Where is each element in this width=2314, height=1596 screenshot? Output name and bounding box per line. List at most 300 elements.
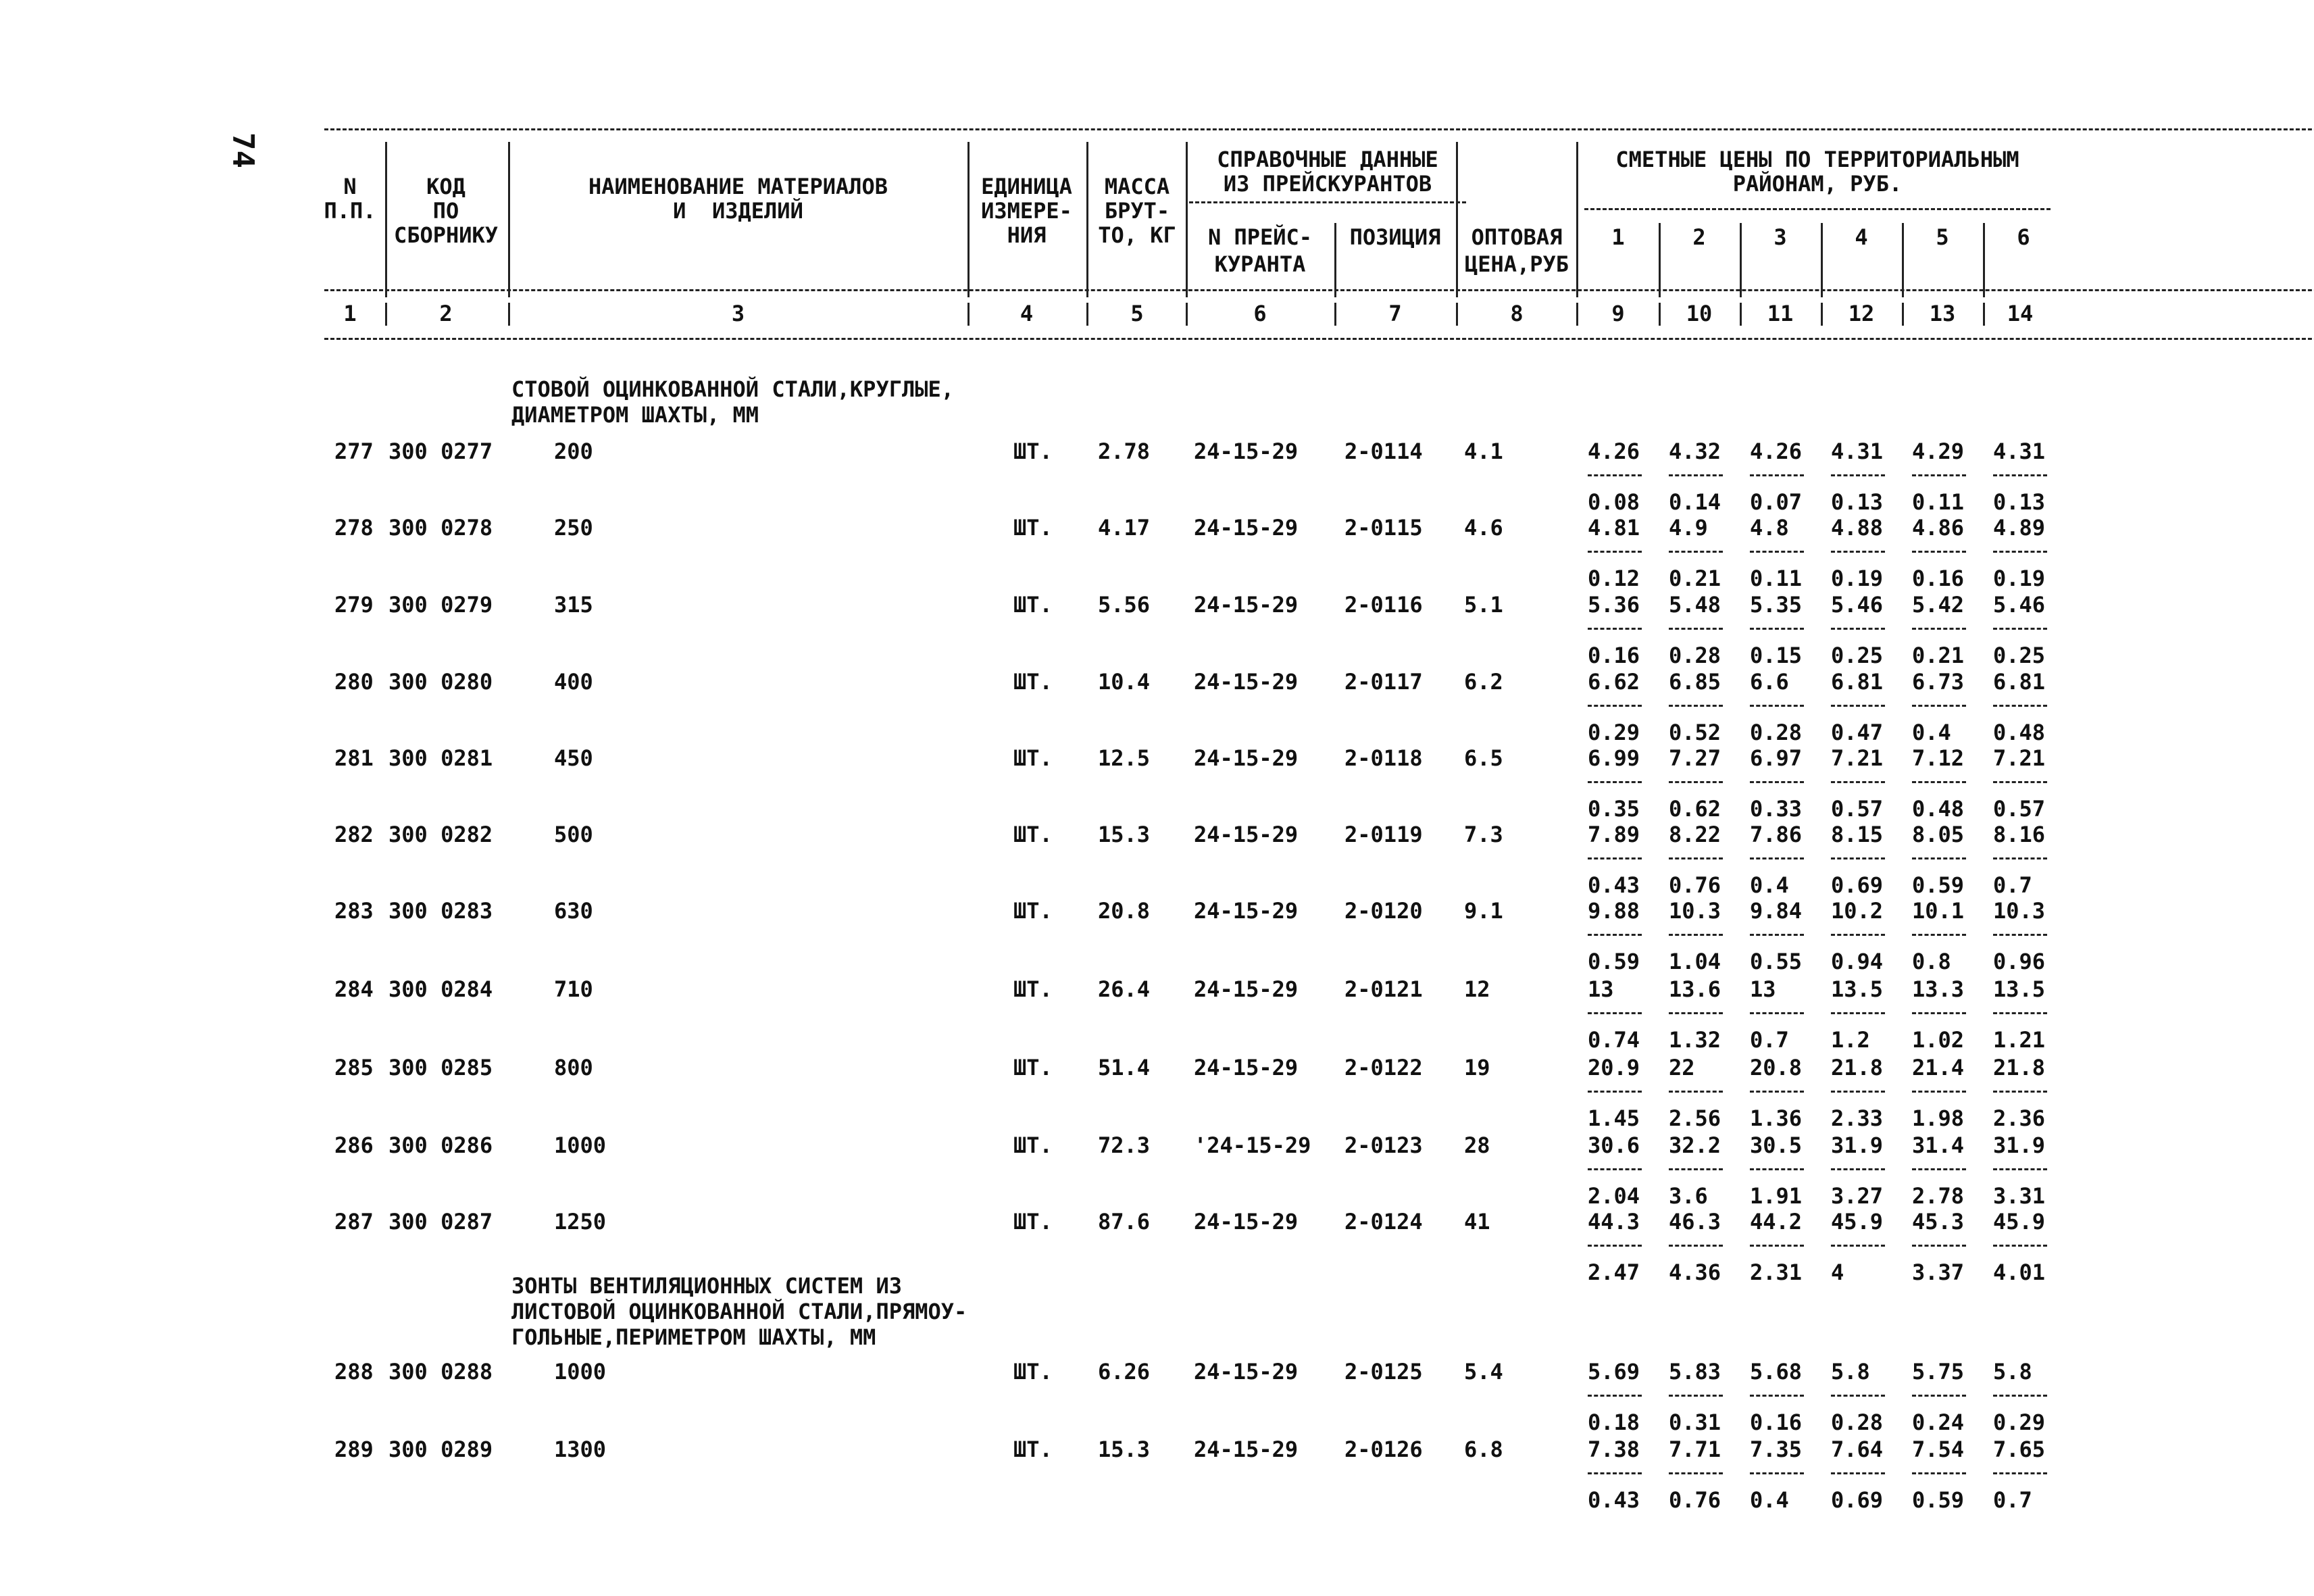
row-district-price: 5.8 [1993, 1359, 2032, 1385]
row-mass: 5.56 [1098, 592, 1151, 618]
row-name: 800 [554, 1055, 593, 1080]
row-position: 2-0121 [1344, 976, 1423, 1002]
row-district-price: 7.21 [1993, 745, 2046, 771]
row-district-price: 5.8 [1831, 1359, 1870, 1385]
price-fraction-line [1831, 1245, 1885, 1247]
row-number: 287 [334, 1209, 374, 1235]
header-col2-line: ПО [432, 198, 459, 224]
price-fraction-line [1588, 628, 1642, 630]
row-district-subprice: 0.55 [1750, 949, 1803, 974]
row-district-price: 7.64 [1831, 1437, 1884, 1462]
column-number-divider [1334, 303, 1336, 326]
row-district-price: 5.35 [1750, 592, 1803, 618]
column-number: 2 [439, 301, 453, 326]
row-district-subprice: 0.4 [1750, 872, 1789, 898]
row-district-price: 13.5 [1831, 976, 1884, 1002]
price-fraction-line [1750, 1245, 1804, 1247]
column-number: 10 [1686, 301, 1713, 326]
header-col6-line: КУРАНТА [1214, 251, 1306, 277]
row-district-subprice: 0.29 [1993, 1410, 2046, 1435]
header-divider [1740, 223, 1742, 297]
column-number: 11 [1767, 301, 1794, 326]
price-fraction-line [1669, 1472, 1723, 1474]
price-fraction-line [1750, 1168, 1804, 1170]
column-number-divider [385, 303, 387, 326]
row-wholesale-price: 41 [1464, 1209, 1490, 1235]
row-district-subprice: 1.2 [1831, 1027, 1870, 1053]
row-district-subprice: 0.74 [1588, 1027, 1640, 1053]
row-pricelist: '24-15-29 [1194, 1132, 1311, 1158]
price-fraction-line [1750, 628, 1804, 630]
row-district-price: 31.9 [1993, 1132, 2046, 1158]
district-number: 6 [2017, 224, 2030, 250]
price-fraction-line [1912, 705, 1966, 707]
row-district-price: 4.8 [1750, 515, 1789, 541]
row-district-subprice: 0.21 [1669, 566, 1721, 591]
row-district-subprice: 0.94 [1831, 949, 1884, 974]
row-district-subprice: 1.91 [1750, 1183, 1803, 1209]
price-fraction-line [1669, 628, 1723, 630]
row-unit: ШТ. [1013, 745, 1053, 771]
row-district-subprice: 0.7 [1750, 1027, 1789, 1053]
row-district-price: 7.21 [1831, 745, 1884, 771]
row-district-price: 9.88 [1588, 898, 1640, 924]
row-district-subprice: 0.35 [1588, 796, 1640, 822]
row-wholesale-price: 7.3 [1464, 822, 1503, 847]
column-number-divider [1902, 303, 1904, 326]
row-district-price: 8.16 [1993, 822, 2046, 847]
row-name: 630 [554, 898, 593, 924]
row-district-subprice: 0.48 [1993, 720, 2046, 745]
price-fraction-line [1831, 1091, 1885, 1093]
row-district-price: 7.12 [1912, 745, 1965, 771]
row-wholesale-price: 12 [1464, 976, 1490, 1002]
row-district-price: 4.81 [1588, 515, 1640, 541]
price-fraction-line [1831, 628, 1885, 630]
row-wholesale-price: 5.1 [1464, 592, 1503, 618]
header-rule [324, 338, 2314, 340]
district-number: 2 [1692, 224, 1706, 250]
row-district-price: 30.6 [1588, 1132, 1640, 1158]
row-district-subprice: 0.76 [1669, 1487, 1721, 1513]
row-district-subprice: 3.37 [1912, 1260, 1965, 1285]
column-number-divider [1576, 303, 1578, 326]
row-district-subprice: 0.31 [1669, 1410, 1721, 1435]
row-district-price: 22 [1669, 1055, 1695, 1080]
price-fraction-line [1669, 857, 1723, 859]
row-pricelist: 24-15-29 [1194, 669, 1299, 695]
row-wholesale-price: 19 [1464, 1055, 1490, 1080]
row-code: 300 0281 [388, 745, 493, 771]
column-number-divider [1821, 303, 1823, 326]
row-district-price: 21.4 [1912, 1055, 1965, 1080]
row-wholesale-price: 4.1 [1464, 439, 1503, 464]
header-divider [1576, 142, 1578, 297]
row-district-price: 5.68 [1750, 1359, 1803, 1385]
row-wholesale-price: 28 [1464, 1132, 1490, 1158]
row-district-price: 7.38 [1588, 1437, 1640, 1462]
price-fraction-line [1912, 474, 1966, 476]
row-wholesale-price: 6.8 [1464, 1437, 1503, 1462]
row-district-price: 20.8 [1750, 1055, 1803, 1080]
row-district-subprice: 0.43 [1588, 1487, 1640, 1513]
price-fraction-line [1588, 474, 1642, 476]
district-number: 3 [1774, 224, 1787, 250]
row-district-price: 13.6 [1669, 976, 1721, 1002]
row-number: 279 [334, 592, 374, 618]
column-number: 13 [1929, 301, 1956, 326]
row-district-subprice: 0.12 [1588, 566, 1640, 591]
row-district-subprice: 2.78 [1912, 1183, 1965, 1209]
row-unit: ШТ. [1013, 976, 1053, 1002]
row-district-subprice: 0.62 [1669, 796, 1721, 822]
row-number: 289 [334, 1437, 374, 1462]
row-name: 500 [554, 822, 593, 847]
header-col6-line: N ПРЕЙС- [1207, 224, 1313, 250]
row-unit: ШТ. [1013, 1055, 1053, 1080]
header-divider [1334, 223, 1336, 297]
header-col8-line: ЦЕНА,РУБ [1464, 251, 1569, 277]
header-rule [324, 289, 2314, 291]
row-district-subprice: 0.76 [1669, 872, 1721, 898]
row-pricelist: 24-15-29 [1194, 1437, 1299, 1462]
row-wholesale-price: 9.1 [1464, 898, 1503, 924]
row-district-price: 4.86 [1912, 515, 1965, 541]
price-fraction-line [1912, 628, 1966, 630]
header-divider [967, 142, 970, 297]
price-fraction-line [1750, 705, 1804, 707]
row-district-subprice: 2.47 [1588, 1260, 1640, 1285]
row-district-price: 4.89 [1993, 515, 2046, 541]
row-position: 2-0119 [1344, 822, 1423, 847]
price-fraction-line [1831, 474, 1885, 476]
header-divider [1902, 223, 1904, 297]
column-number-divider [1456, 303, 1458, 326]
row-district-price: 5.42 [1912, 592, 1965, 618]
column-number: 14 [2007, 301, 2034, 326]
row-district-subprice: 0.43 [1588, 872, 1640, 898]
row-position: 2-0114 [1344, 439, 1423, 464]
price-fraction-line [1912, 1472, 1966, 1474]
row-district-subprice: 0.25 [1831, 643, 1884, 668]
header-col4-line: ИЗМЕРЕ- [981, 198, 1072, 224]
header-rule [324, 128, 2314, 130]
row-district-subprice: 4 [1831, 1260, 1844, 1285]
row-code: 300 0284 [388, 976, 493, 1002]
row-code: 300 0287 [388, 1209, 493, 1235]
row-district-price: 13 [1750, 976, 1776, 1002]
row-position: 2-0122 [1344, 1055, 1423, 1080]
page-number: 74 [226, 132, 260, 168]
price-fraction-line [1750, 857, 1804, 859]
price-fraction-line [1588, 1245, 1642, 1247]
row-name: 710 [554, 976, 593, 1002]
row-district-subprice: 1.32 [1669, 1027, 1721, 1053]
row-district-price: 31.4 [1912, 1132, 1965, 1158]
price-fraction-line [1831, 857, 1885, 859]
price-fraction-line [1588, 857, 1642, 859]
row-unit: ШТ. [1013, 592, 1053, 618]
row-district-subprice: 3.27 [1831, 1183, 1884, 1209]
row-number: 288 [334, 1359, 374, 1385]
header-ref_group-line: СПРАВОЧНЫЕ ДАННЫЕ [1217, 147, 1438, 172]
row-district-subprice: 1.04 [1669, 949, 1721, 974]
price-fraction-line [1912, 857, 1966, 859]
row-district-subprice: 0.59 [1912, 1487, 1965, 1513]
row-district-price: 5.69 [1588, 1359, 1640, 1385]
row-district-price: 6.97 [1750, 745, 1803, 771]
header-ref_group-line: ИЗ ПРЕЙСКУРАНТОВ [1223, 171, 1432, 197]
row-district-price: 5.75 [1912, 1359, 1965, 1385]
row-district-price: 21.8 [1993, 1055, 2046, 1080]
section-title-line: ЛИСТОВОЙ ОЦИНКОВАННОЙ СТАЛИ,ПРЯМОУ- [511, 1299, 967, 1324]
column-number: 1 [343, 301, 357, 326]
price-fraction-line [1993, 705, 2047, 707]
price-fraction-line [1588, 781, 1642, 783]
row-code: 300 0289 [388, 1437, 493, 1462]
row-pricelist: 24-15-29 [1194, 439, 1299, 464]
row-position: 2-0117 [1344, 669, 1423, 695]
row-district-price: 46.3 [1669, 1209, 1721, 1235]
price-fraction-line [1588, 1472, 1642, 1474]
row-district-price: 13.3 [1912, 976, 1965, 1002]
row-mass: 72.3 [1098, 1132, 1151, 1158]
row-district-price: 4.31 [1993, 439, 2046, 464]
row-position: 2-0126 [1344, 1437, 1423, 1462]
row-district-price: 6.6 [1750, 669, 1789, 695]
row-district-subprice: 3.31 [1993, 1183, 2046, 1209]
row-district-subprice: 0.18 [1588, 1410, 1640, 1435]
row-district-price: 44.3 [1588, 1209, 1640, 1235]
header-col3-line: НАИМЕНОВАНИЕ МАТЕРИАЛОВ [588, 174, 888, 199]
row-district-subprice: 0.28 [1831, 1410, 1884, 1435]
row-district-subprice: 0.16 [1588, 643, 1640, 668]
row-district-price: 6.81 [1993, 669, 2046, 695]
row-district-subprice: 0.96 [1993, 949, 2046, 974]
price-fraction-line [1831, 781, 1885, 783]
row-district-subprice: 4.01 [1993, 1260, 2046, 1285]
row-pricelist: 24-15-29 [1194, 822, 1299, 847]
row-district-price: 4.26 [1588, 439, 1640, 464]
price-fraction-line [1588, 934, 1642, 936]
row-name: 1250 [554, 1209, 607, 1235]
row-unit: ШТ. [1013, 1437, 1053, 1462]
row-district-subprice: 3.6 [1669, 1183, 1708, 1209]
row-district-subprice: 0.21 [1912, 643, 1965, 668]
row-name: 250 [554, 515, 593, 541]
row-district-subprice: 0.47 [1831, 720, 1884, 745]
row-wholesale-price: 6.5 [1464, 745, 1503, 771]
row-name: 200 [554, 439, 593, 464]
price-fraction-line [1669, 934, 1723, 936]
row-district-price: 31.9 [1831, 1132, 1884, 1158]
row-district-subprice: 0.14 [1669, 489, 1721, 515]
row-number: 284 [334, 976, 374, 1002]
ref-group-rule [1189, 201, 1466, 203]
district-number: 4 [1855, 224, 1868, 250]
row-position: 2-0125 [1344, 1359, 1423, 1385]
row-district-subprice: 0.13 [1993, 489, 2046, 515]
header-divider [1659, 223, 1661, 297]
price-fraction-line [1669, 474, 1723, 476]
row-district-price: 4.26 [1750, 439, 1803, 464]
row-district-price: 5.83 [1669, 1359, 1721, 1385]
price-fraction-line [1993, 628, 2047, 630]
price-fraction-line [1831, 551, 1885, 553]
row-district-subprice: 0.25 [1993, 643, 2046, 668]
row-unit: ШТ. [1013, 898, 1053, 924]
header-col4-line: ЕДИНИЦА [981, 174, 1072, 199]
row-district-price: 20.9 [1588, 1055, 1640, 1080]
row-district-price: 10.2 [1831, 898, 1884, 924]
price-fraction-line [1831, 1472, 1885, 1474]
price-fraction-line [1669, 781, 1723, 783]
row-name: 400 [554, 669, 593, 695]
row-district-subprice: 0.7 [1993, 872, 2032, 898]
price-fraction-line [1669, 705, 1723, 707]
price-fraction-line [1750, 781, 1804, 783]
row-district-subprice: 0.11 [1750, 566, 1803, 591]
row-wholesale-price: 6.2 [1464, 669, 1503, 695]
price-fraction-line [1912, 781, 1966, 783]
price-fraction-line [1993, 1168, 2047, 1170]
row-district-price: 7.27 [1669, 745, 1721, 771]
row-mass: 51.4 [1098, 1055, 1151, 1080]
price-fraction-line [1993, 1012, 2047, 1014]
price-fraction-line [1669, 1395, 1723, 1397]
row-district-price: 7.89 [1588, 822, 1640, 847]
row-district-subprice: 2.56 [1669, 1105, 1721, 1131]
row-district-price: 30.5 [1750, 1132, 1803, 1158]
price-fraction-line [1993, 1472, 2047, 1474]
row-mass: 87.6 [1098, 1209, 1151, 1235]
row-mass: 4.17 [1098, 515, 1151, 541]
price-fraction-line [1912, 551, 1966, 553]
row-mass: 20.8 [1098, 898, 1151, 924]
price-fraction-line [1912, 1012, 1966, 1014]
row-pricelist: 24-15-29 [1194, 745, 1299, 771]
price-fraction-line [1669, 1245, 1723, 1247]
row-district-price: 4.29 [1912, 439, 1965, 464]
row-wholesale-price: 5.4 [1464, 1359, 1503, 1385]
row-district-subprice: 0.13 [1831, 489, 1884, 515]
header-col5-line: МАССА [1104, 174, 1170, 199]
price-fraction-line [1588, 705, 1642, 707]
row-pricelist: 24-15-29 [1194, 515, 1299, 541]
price-fraction-line [1993, 474, 2047, 476]
section-title-line: ЗОНТЫ ВЕНТИЛЯЦИОННЫХ СИСТЕМ ИЗ [511, 1273, 902, 1299]
row-district-price: 5.36 [1588, 592, 1640, 618]
row-district-price: 45.9 [1993, 1209, 2046, 1235]
header-price_group-line: РАЙОНАМ, РУБ. [1732, 171, 1903, 197]
row-district-subprice: 0.16 [1912, 566, 1965, 591]
row-district-subprice: 0.4 [1912, 720, 1951, 745]
row-name: 1000 [554, 1359, 607, 1385]
price-fraction-line [1750, 1472, 1804, 1474]
row-district-subprice: 0.08 [1588, 489, 1640, 515]
header-divider [508, 142, 510, 297]
row-district-price: 7.65 [1993, 1437, 2046, 1462]
row-position: 2-0115 [1344, 515, 1423, 541]
row-district-price: 6.99 [1588, 745, 1640, 771]
district-number: 1 [1611, 224, 1625, 250]
row-district-subprice: 4.36 [1669, 1260, 1721, 1285]
price-fraction-line [1588, 551, 1642, 553]
row-pricelist: 24-15-29 [1194, 1055, 1299, 1080]
row-district-subprice: 0.59 [1588, 949, 1640, 974]
row-district-price: 10.1 [1912, 898, 1965, 924]
row-district-subprice: 0.7 [1993, 1487, 2032, 1513]
row-position: 2-0123 [1344, 1132, 1423, 1158]
row-number: 281 [334, 745, 374, 771]
row-district-price: 4.9 [1669, 515, 1708, 541]
price-fraction-line [1831, 1395, 1885, 1397]
column-number: 5 [1130, 301, 1144, 326]
row-name: 315 [554, 592, 593, 618]
row-mass: 6.26 [1098, 1359, 1151, 1385]
row-code: 300 0277 [388, 439, 493, 464]
row-number: 280 [334, 669, 374, 695]
price-fraction-line [1993, 1245, 2047, 1247]
price-fraction-line [1912, 1395, 1966, 1397]
row-district-subprice: 0.69 [1831, 872, 1884, 898]
row-district-price: 8.05 [1912, 822, 1965, 847]
row-district-price: 4.31 [1831, 439, 1884, 464]
row-unit: ШТ. [1013, 515, 1053, 541]
header-divider [1821, 223, 1823, 297]
price-fraction-line [1912, 1168, 1966, 1170]
row-district-price: 13 [1588, 976, 1614, 1002]
price-fraction-line [1669, 551, 1723, 553]
row-code: 300 0279 [388, 592, 493, 618]
row-district-price: 45.9 [1831, 1209, 1884, 1235]
row-unit: ШТ. [1013, 1209, 1053, 1235]
row-mass: 10.4 [1098, 669, 1151, 695]
price-fraction-line [1750, 1012, 1804, 1014]
row-district-price: 4.88 [1831, 515, 1884, 541]
row-code: 300 0283 [388, 898, 493, 924]
header-col4-line: НИЯ [1007, 222, 1047, 248]
row-pricelist: 24-15-29 [1194, 976, 1299, 1002]
row-position: 2-0124 [1344, 1209, 1423, 1235]
row-mass: 15.3 [1098, 822, 1151, 847]
row-district-subprice: 0.19 [1831, 566, 1884, 591]
row-district-subprice: 1.21 [1993, 1027, 2046, 1053]
row-district-subprice: 0.4 [1750, 1487, 1789, 1513]
price-fraction-line [1750, 1091, 1804, 1093]
price-fraction-line [1912, 934, 1966, 936]
price-fraction-line [1993, 781, 2047, 783]
row-district-subprice: 0.19 [1993, 566, 2046, 591]
row-number: 283 [334, 898, 374, 924]
row-mass: 26.4 [1098, 976, 1151, 1002]
district-number: 5 [1936, 224, 1949, 250]
row-district-price: 5.48 [1669, 592, 1721, 618]
price-fraction-line [1669, 1168, 1723, 1170]
row-district-subprice: 0.16 [1750, 1410, 1803, 1435]
column-number: 6 [1253, 301, 1267, 326]
price-fraction-line [1750, 474, 1804, 476]
header-col7-line: ПОЗИЦИЯ [1349, 224, 1441, 250]
row-pricelist: 24-15-29 [1194, 1209, 1299, 1235]
header-col8-line: ОПТОВАЯ [1471, 224, 1563, 250]
row-position: 2-0118 [1344, 745, 1423, 771]
row-code: 300 0288 [388, 1359, 493, 1385]
section-title-line: ДИАМЕТРОМ ШАХТЫ, ММ [511, 402, 759, 428]
row-district-price: 6.85 [1669, 669, 1721, 695]
column-number-divider [967, 303, 970, 326]
header-col2-line: КОД [426, 174, 466, 199]
